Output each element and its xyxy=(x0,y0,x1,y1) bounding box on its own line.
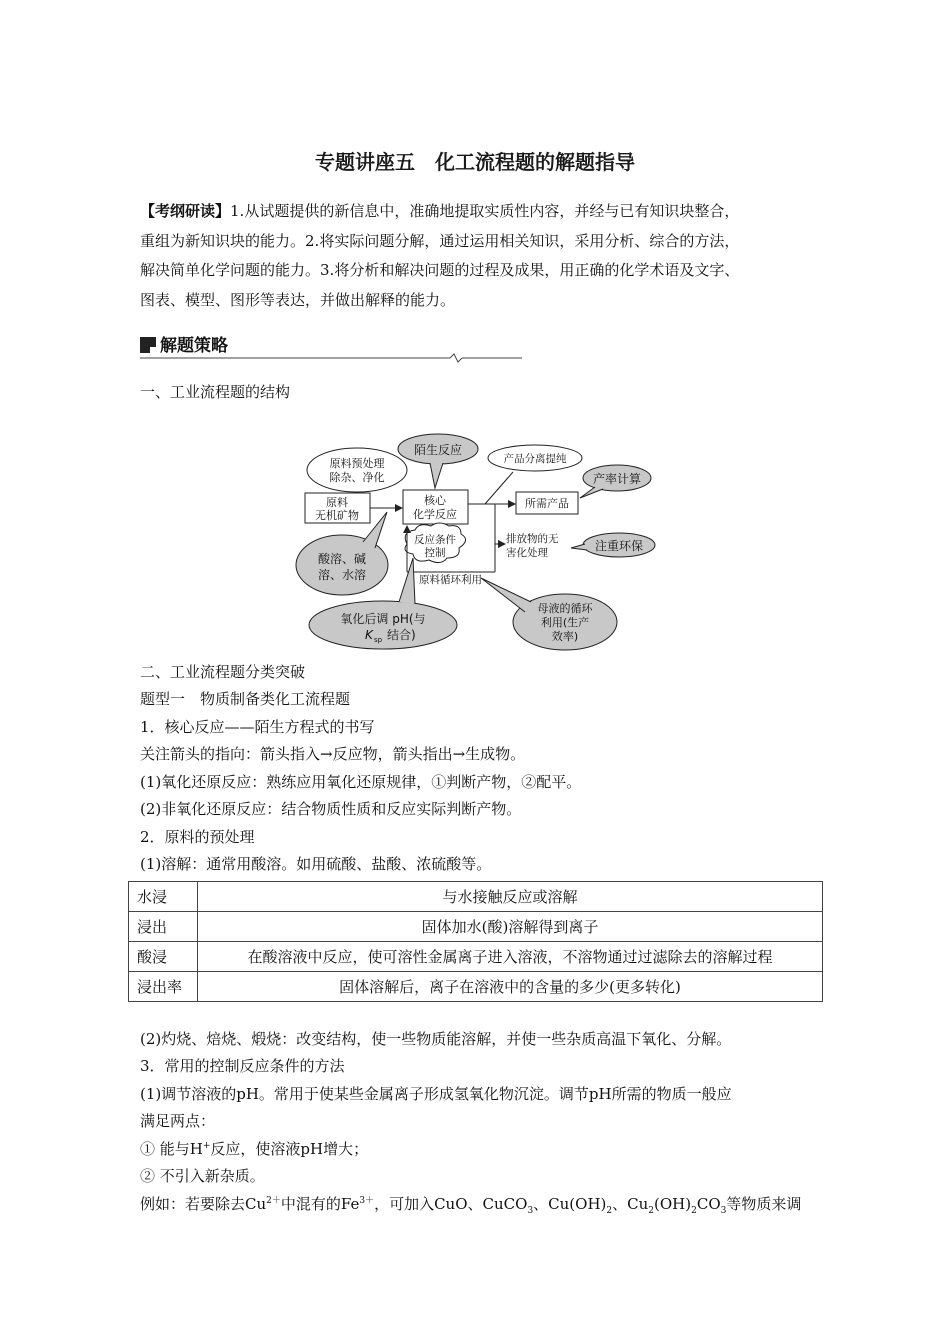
syllabus-line: 重组为新知识块的能力。2.将实际问题分解，通过运用相关知识，采用分析、综合的方法， xyxy=(140,231,740,250)
subscript: 2 xyxy=(691,1206,697,1216)
syllabus-label: 【考纲研读】 xyxy=(140,202,231,220)
table-cell-key: 浸出率 xyxy=(129,972,198,1002)
part1-heading: 一、工业流程题的结构 xyxy=(140,383,291,401)
pretreat-ellipse xyxy=(307,448,407,492)
ph-label: 氧化后调 pH(与 xyxy=(340,612,426,626)
subscript: 2 xyxy=(606,1206,613,1216)
product-label: 所需产品 xyxy=(525,497,569,510)
example-text: 中混有的Fe xyxy=(280,1195,360,1213)
syllabus-line: 解决简单化学问题的能力。3.将分析和解决问题的过程及成果，用正确的化学术语及文字、 xyxy=(140,261,740,279)
ksp-subscript: sp xyxy=(374,636,383,644)
yield-label: 产率计算 xyxy=(592,472,642,486)
core-label: 核心 xyxy=(424,494,446,507)
recycle-label: 原料循环利用 xyxy=(419,574,482,586)
ksp-symbol: K xyxy=(365,628,373,642)
superscript: + xyxy=(202,1141,211,1151)
example-text: 、Cu xyxy=(612,1195,649,1213)
ph-label: 结合) xyxy=(387,628,416,642)
example-text: 、Cu(OH) xyxy=(533,1195,607,1213)
raw-material-label: 原料 xyxy=(326,496,348,509)
table-cell-value: 在酸溶液中反应，使可溶性金属离子进入溶液，不溶物通过过滤除去的溶解过程 xyxy=(198,942,823,972)
item2-a: (1)溶解：通常用酸溶。如用硫酸、盐酸、浓硫酸等。 xyxy=(140,855,492,873)
subscript: 3 xyxy=(720,1206,727,1216)
table-row xyxy=(129,972,823,1002)
core-label: 化学反应 xyxy=(413,508,457,521)
superscript: 2＋ xyxy=(266,1196,281,1206)
raw-material-label: 无机矿物 xyxy=(315,509,359,522)
pretreat-label: 除杂、净化 xyxy=(329,471,385,484)
item1-note: 关注箭头的指向：箭头指入→反应物，箭头指出→生成物。 xyxy=(140,745,526,763)
example-text: 等物质来调 xyxy=(726,1195,802,1213)
mother-label: 效率) xyxy=(551,630,579,643)
leaching-table xyxy=(128,881,823,1002)
dissolve-label: 溶、水溶 xyxy=(317,568,367,582)
item3-heading: 3．常用的控制反应条件的方法 xyxy=(140,1057,345,1075)
callout-pointer xyxy=(580,487,603,498)
table-row xyxy=(129,882,823,912)
dissolve-label: 酸溶、碱 xyxy=(317,552,367,566)
item1-a: (1)氧化还原反应：熟练应用氧化还原规律，①判断产物，②配平。 xyxy=(140,773,582,791)
example-text: ，可加入CuO、CuCO xyxy=(374,1195,528,1213)
section-heading-text: 解题策略 xyxy=(160,336,228,356)
table-cell-key: 酸浸 xyxy=(129,942,198,972)
item2-b: (2)灼烧、焙烧、煅烧：改变结构，使一些物质能溶解，并使一些杂质高温下氧化、分解。 xyxy=(140,1030,732,1048)
unfamiliar-label: 陌生反应 xyxy=(413,443,463,457)
table-row xyxy=(129,942,823,972)
mother-label: 母液的循环 xyxy=(537,602,593,615)
table-cell-value: 固体加水(酸)溶解得到离子 xyxy=(198,912,823,942)
table-cell-value: 与水接触反应或溶解 xyxy=(198,882,823,912)
separation-label: 产品分离提纯 xyxy=(503,453,567,465)
page-title: 专题讲座五 化工流程题的解题指导 xyxy=(315,150,635,174)
mother-label: 利用(生产 xyxy=(540,616,590,629)
part2-heading: 二、工业流程题分类突破 xyxy=(140,663,306,681)
example-text: (OH) xyxy=(654,1195,692,1213)
callout-pointer xyxy=(430,463,443,488)
point-1-text: ① 能与H xyxy=(140,1140,203,1158)
example-line xyxy=(140,1193,801,1216)
item1-b: (2)非氧化还原反应：结合物质性质和反应实际判断产物。 xyxy=(140,800,522,818)
syllabus-line: 1.从试题提供的新信息中，准确地提取实质性内容，并经与已有知识块整合， xyxy=(230,202,740,220)
conditions-label: 反应条件 xyxy=(414,534,456,546)
subscript: 2 xyxy=(648,1206,655,1216)
arrow xyxy=(485,472,513,504)
item3-a: (1)调节溶液的pH。常用于使某些金属离子形成氢氧化物沉淀。调节pH所需的物质一般应 xyxy=(140,1085,732,1103)
superscript: 3＋ xyxy=(359,1196,375,1206)
item3-a-cont: 满足两点： xyxy=(140,1112,216,1130)
table-cell-value: 固体溶解后，离子在溶液中的含量的多少(更多转化) xyxy=(198,972,823,1002)
waste-label: 排放物的无 xyxy=(506,533,559,545)
waste-label: 害化处理 xyxy=(506,547,548,559)
item2-heading: 2．原料的预处理 xyxy=(140,828,255,846)
section-square-icon xyxy=(140,337,156,353)
table-cell-key: 水浸 xyxy=(129,882,198,912)
example-text: CO xyxy=(696,1195,721,1213)
item1-heading: 1．核心反应——陌生方程式的书写 xyxy=(140,718,375,736)
syllabus-block xyxy=(140,197,820,315)
table-cell-key: 浸出 xyxy=(129,912,198,942)
env-label: 注重环保 xyxy=(594,539,644,553)
conditions-label: 控制 xyxy=(424,547,446,559)
pretreat-label: 原料预处理 xyxy=(329,457,385,470)
point-2: ② 不引入新杂质。 xyxy=(140,1167,265,1185)
type1-heading: 题型一 物质制备类化工流程题 xyxy=(140,690,351,708)
point-1 xyxy=(140,1138,368,1159)
point-1-text: 反应，使溶液pH增大； xyxy=(210,1140,369,1158)
flow-diagram xyxy=(295,432,665,652)
subscript: 3 xyxy=(527,1206,534,1216)
callout-pointer xyxy=(571,544,587,550)
section-divider xyxy=(140,352,525,364)
table-row xyxy=(129,912,823,942)
example-text: 例如：若要除去Cu xyxy=(140,1195,267,1213)
syllabus-line: 图表、模型、图形等表达，并做出解释的能力。 xyxy=(140,290,456,309)
callout-pointer xyxy=(481,578,531,612)
